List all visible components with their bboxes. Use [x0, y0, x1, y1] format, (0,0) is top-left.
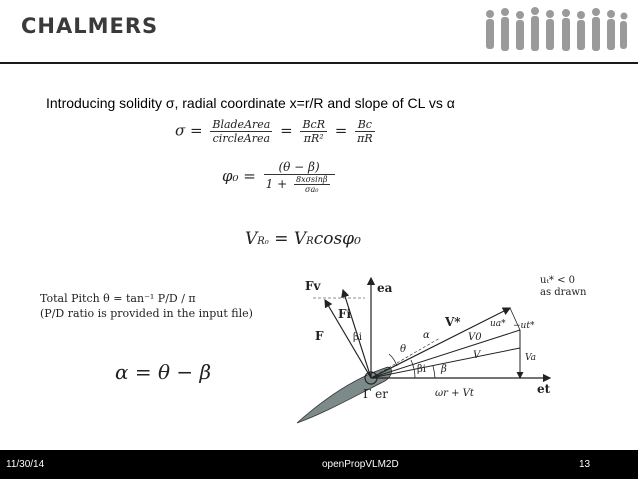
footer-date: 11/30/14	[6, 459, 45, 470]
label-theta: θ	[400, 344, 407, 355]
label-vstar: V*	[445, 315, 461, 329]
label-va: Va	[525, 353, 537, 363]
frac-num: 8xσsinβ	[295, 175, 328, 184]
note-line-2: as drawn	[540, 287, 587, 298]
label-fv: Fv	[305, 279, 321, 293]
sigma-lhs: σ =	[175, 121, 203, 140]
beta-i-arc	[411, 360, 415, 378]
label-alpha: α	[423, 330, 430, 341]
frac-num: (θ − β)	[264, 160, 335, 175]
fraction-bc	[355, 118, 375, 145]
solidity-formula: σ = $\frac{\text{BladeArea}}{\text{circleArea}}$ = $\frac{\text{BcR}}{\text{πR²}}$ = $\frac{Bc}{\pi R}$	[175, 118, 373, 145]
slide-header	[0, 0, 638, 58]
frac-den: πR²	[303, 132, 324, 145]
theta-arc	[389, 354, 397, 366]
vr-rhs-sub: R	[306, 236, 314, 247]
vr-lhs-sub: R₀	[257, 236, 269, 247]
label-v: V	[473, 350, 481, 361]
intro-text: Introducing solidity σ, radial coordinate x=r/R and slope of CL vs α	[46, 95, 455, 111]
pitch-line-2: (P/D ratio is provided in the input file)	[40, 307, 253, 320]
label-beta: β	[441, 364, 447, 375]
alpha-formula: α = θ − β	[115, 360, 212, 384]
vr-rhs: = V	[274, 229, 307, 249]
frac-den: circleArea	[212, 132, 271, 145]
phi-inner-fraction	[294, 175, 330, 194]
velocity-diagram	[285, 268, 605, 428]
fraction-bcr	[300, 118, 327, 145]
footer-page-number: 13	[579, 459, 591, 470]
label-beta-i: βi	[417, 364, 426, 375]
phi-formula	[222, 160, 338, 194]
fraction-blade-area	[210, 118, 272, 145]
pitch-line-1: Total Pitch θ = tan⁻¹ P/D / π	[40, 292, 196, 305]
label-omega: ωr + Vt	[435, 388, 474, 399]
frac-num: Bc	[355, 118, 375, 132]
phi-lhs: φ₀ =	[222, 167, 256, 185]
header-rule	[0, 62, 638, 64]
vr-lhs: V	[245, 229, 258, 249]
label-et: et	[537, 382, 551, 396]
frac-den	[264, 175, 335, 194]
label-fi: Fi	[338, 307, 352, 321]
phi-den-prefix: 1 +	[265, 177, 288, 191]
people-silhouettes-icon	[480, 4, 630, 56]
label-ea: ea	[377, 281, 393, 295]
beta-arc	[433, 366, 435, 378]
pitch-text	[40, 291, 253, 321]
frac-num: BcR	[302, 118, 325, 131]
frac-num: BladeArea	[212, 118, 271, 131]
label-f: F	[315, 329, 324, 343]
velocity-formula	[245, 229, 361, 249]
vr-tail: cosφ₀	[313, 229, 361, 249]
frac-den: πR	[357, 132, 373, 145]
frac-den: σa₀	[305, 185, 319, 194]
note-line-1: uₜ* < 0	[540, 275, 576, 286]
label-ua: ua*	[490, 319, 506, 329]
label-v0: V0	[468, 332, 482, 343]
slide-footer	[0, 450, 638, 479]
label-gamma-er: Γ er	[363, 387, 388, 401]
phi-fraction	[264, 160, 335, 194]
label-beta-i-top: βi	[353, 332, 362, 343]
label-minus-ut: −ut*	[513, 321, 535, 331]
chalmers-logo: CHALMERS	[21, 14, 159, 38]
footer-title: openPropVLM2D	[322, 459, 399, 470]
